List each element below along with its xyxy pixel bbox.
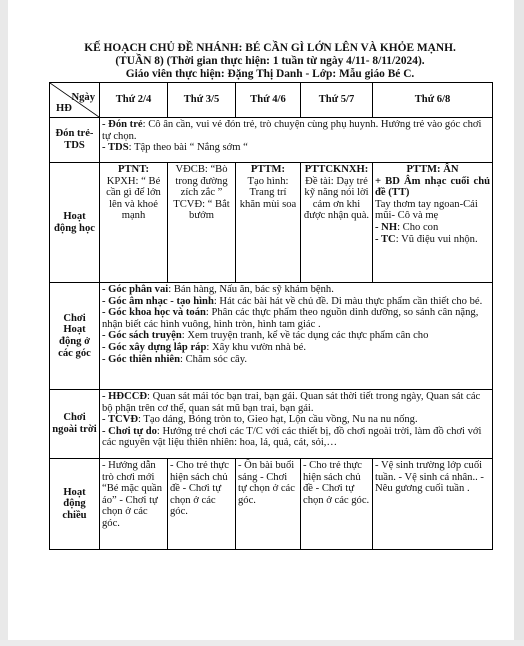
list-item: - Chơi tự do: Hướng trẻ chơi các T/C với các thiết bị, đồ chơi ngoài trời, làm đồ chơi với các nguyên vật liệu thiên nhiên: hoa, lá, quả, cát, sỏi,… bbox=[102, 425, 482, 449]
page-bottom-margin bbox=[0, 640, 524, 646]
lesson-mon bbox=[100, 163, 168, 283]
afternoon-thu: - Cho trẻ thực hiện sách chủ đề - Chơi tự chọn ở các góc. bbox=[301, 459, 373, 550]
don-tre-text: : Cô ân cần, vui vẻ đón trẻ, trò chuyện cùng phụ huynh. Hướng trẻ vào góc chơi tự chọn. bbox=[102, 119, 482, 142]
lesson-fri-game-label: - TC bbox=[375, 233, 396, 245]
corner-day-label: Ngày bbox=[71, 92, 95, 103]
lesson-thu bbox=[301, 163, 373, 283]
lesson-fri-subject: PTTM: ÂN bbox=[406, 164, 459, 175]
don-tre-content bbox=[100, 118, 493, 163]
day-header-thu: Thứ 5/7 bbox=[301, 83, 373, 118]
lesson-fri-game: : Vũ điệu vui nhộn. bbox=[395, 233, 478, 245]
row-hoat-dong-chieu bbox=[50, 459, 493, 550]
lesson-fri-review: + BD Âm nhạc cuối chủ đề (TT) bbox=[375, 175, 490, 199]
day-header-fri: Thứ 6/8 bbox=[373, 83, 493, 118]
list-item: - Góc âm nhạc - tạo hình: Hát các bài hát về chủ đề. Di màu thực phẩm cần thiết cho bé. bbox=[102, 295, 483, 307]
corner-cell bbox=[50, 83, 100, 118]
afternoon-tue: - Cho trẻ thực hiện sách chủ đề - Chơi tự chọn ở các góc. bbox=[168, 459, 236, 550]
lesson-fri-listen: : Cho con bbox=[397, 221, 439, 233]
lesson-wed-topic: Tạo hình: Trang trí khăn mùi soa bbox=[239, 175, 297, 210]
plan-duration: (TUẦN 8) (Thời gian thực hiện: 1 tuần từ ngày 4/11- 8/11/2024). bbox=[115, 55, 425, 67]
lesson-thu-topic: Đề tài: Dạy trẻ kỹ năng nói lời cảm ơn khi được nhận quà. bbox=[303, 175, 370, 222]
tds-text: : Tập theo bài “ Nắng sớm “ bbox=[128, 142, 248, 154]
plan-teacher: Giáo viên thực hiện: Đặng Thị Danh - Lớp: Mẫu giáo Bé C. bbox=[125, 68, 415, 80]
lesson-fri-songs: Tay thơm tay ngoan-Cái mũi- Cô và mẹ bbox=[375, 198, 478, 222]
day-header-wed: Thứ 4/6 bbox=[236, 83, 301, 118]
document-header bbox=[50, 42, 490, 81]
row-choi-goc bbox=[50, 283, 493, 390]
lesson-wed-subject: PTTM: bbox=[250, 164, 286, 175]
afternoon-wed: - Ôn bài buổi sáng - Chơi tự chọn ở các góc. bbox=[236, 459, 301, 550]
list-item: - Góc thiên nhiên: Chăm sóc cây. bbox=[102, 353, 247, 365]
row-label-don-tre: Đón trẻ- TDS bbox=[50, 118, 100, 163]
row-label-choi-ngoai-troi: Chơi ngoài trời bbox=[50, 390, 100, 459]
day-header-mon: Thứ 2/4 bbox=[100, 83, 168, 118]
outdoor-play-content bbox=[100, 390, 493, 459]
list-item: - TCVĐ: Tạo dáng, Bóng tròn to, Gieo hạt, Lộn cầu vồng, Nu na nu nống. bbox=[102, 414, 418, 426]
lesson-tue: VĐCB: “Bò trong đường zích zắc ” TCVĐ: “ Bắt bướm bbox=[168, 163, 236, 283]
afternoon-fri: - Vệ sinh trường lớp cuối tuần. - Vệ sinh cá nhân.. - Nêu gương cuối tuần . bbox=[373, 459, 493, 550]
row-label-hoat-dong-chieu: Hoạt động chiều bbox=[50, 459, 100, 550]
row-label-hoat-dong-hoc: Hoạt động học bbox=[50, 163, 100, 283]
lesson-fri bbox=[373, 163, 493, 283]
don-tre-label: - Đón trẻ bbox=[102, 119, 143, 130]
lesson-thu-subject: PTTCKNXH: bbox=[304, 164, 369, 175]
page-right-margin bbox=[514, 0, 524, 646]
weekly-plan-table bbox=[49, 82, 493, 550]
table-header-row bbox=[50, 83, 493, 118]
afternoon-mon: - Hướng dẫn trò chơi mới “Bé mặc quần áo” - Chơi tự chọn ở các góc. bbox=[100, 459, 168, 550]
corner-play-content bbox=[100, 283, 493, 390]
lesson-mon-topic: KPXH: “ Bé cần gì để lớn lên và khoẻ mạnh bbox=[106, 175, 161, 222]
list-item: - Góc sách truyện: Xem truyện tranh, kể về tác dụng các thực phẩm cân cho bbox=[102, 330, 429, 342]
list-item: - HĐCCĐ: Quan sát mái tóc bạn trai, bạn gái. Quan sát thời tiết trong ngày, Quan sát các bộ phận trên cơ thể, quan sát mũ bạn trai, bạn gái. bbox=[102, 391, 481, 414]
day-header-tue: Thứ 3/5 bbox=[168, 83, 236, 118]
page-left-margin bbox=[0, 0, 8, 646]
lesson-mon-subject: PTNT: bbox=[118, 164, 149, 175]
list-item: - Góc xây dựng lắp ráp: Xây khu vườn nhà bé. bbox=[102, 341, 306, 353]
lesson-wed bbox=[236, 163, 301, 283]
list-item: - Góc khoa học và toán: Phân các thực phẩm theo nguồn dinh dưỡng, so sánh cân nặng, nhận biết các hình vuông, hình tròn, hình tam giác . bbox=[102, 307, 479, 330]
list-item: - Góc phân vai: Bán hàng, Nấu ăn, bác sỹ khám bệnh. bbox=[102, 284, 334, 295]
tds-label: - TDS bbox=[102, 142, 129, 154]
row-label-choi-goc: Chơi Hoạt động ở các góc bbox=[50, 283, 100, 390]
row-choi-ngoai-troi bbox=[50, 390, 493, 459]
corner-activity-label: HĐ bbox=[56, 103, 72, 115]
row-hoat-dong-hoc bbox=[50, 163, 493, 283]
plan-title: KẾ HOẠCH CHỦ ĐỀ NHÁNH: BÉ CẦN GÌ LỚN LÊN VÀ KHỎE MẠNH. bbox=[84, 42, 456, 54]
row-don-tre bbox=[50, 118, 493, 163]
lesson-fri-listen-label: - NH bbox=[375, 221, 398, 233]
